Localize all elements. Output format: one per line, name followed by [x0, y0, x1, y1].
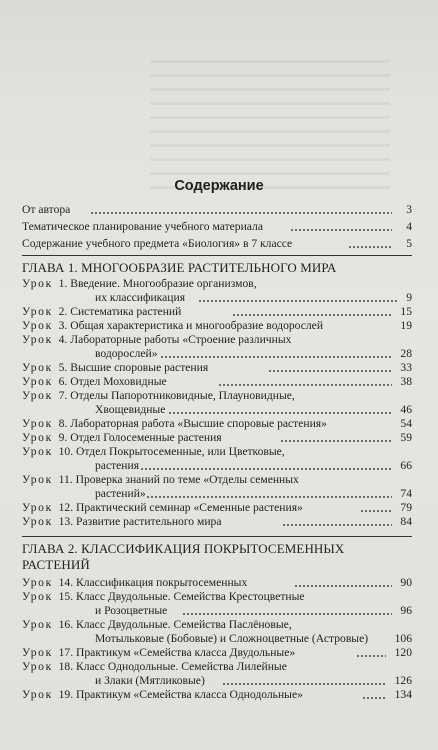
toc-entry-author-label: От автора — [22, 203, 71, 216]
leader-dots — [362, 697, 386, 699]
toc-lesson-14-page: 90 — [400, 576, 412, 589]
toc-lesson-7-line2: Хвощевидные — [95, 403, 166, 416]
toc-lesson-9-page: 59 — [400, 431, 412, 444]
leader-dots — [290, 229, 392, 231]
chapter-2-title-line1: ГЛАВА 2. КЛАССИФИКАЦИЯ ПОКРЫТОСЕМЕННЫХ — [22, 541, 345, 556]
section-divider — [22, 536, 412, 537]
bleed-through-text — [150, 60, 390, 190]
toc-lesson-12: Урок 12. Практический семинар «Семенные растения» — [22, 501, 303, 514]
leader-dots — [140, 468, 392, 470]
toc-lesson-8: Урок 8. Лабораторная работа «Высшие споровые растения» — [22, 417, 327, 430]
toc-entry-author-page: 3 — [406, 203, 412, 216]
toc-lesson-13-page: 84 — [400, 515, 412, 528]
chapter-2-title-line2: РАСТЕНИЙ — [22, 557, 90, 572]
toc-lesson-18-line2: и Злаки (Мятликовые) — [95, 674, 205, 687]
toc-lesson-10-line2: растения — [95, 459, 140, 472]
toc-lesson-15-line1: Урок 15. Класс Двудольные. Семейства Крестоцветные — [22, 590, 305, 603]
toc-lesson-11-page: 74 — [400, 487, 412, 500]
toc-lesson-10-page: 66 — [400, 459, 412, 472]
toc-lesson-4-page: 28 — [400, 347, 412, 360]
leader-dots — [356, 655, 386, 657]
toc-lesson-1-line2: их классификация — [95, 291, 186, 304]
leader-dots — [218, 384, 392, 386]
leader-dots — [90, 212, 392, 214]
toc-lesson-18-line1: Урок 18. Класс Однодольные. Семейства Лилейные — [22, 660, 287, 673]
leader-dots — [168, 412, 392, 414]
toc-entry-content-page: 5 — [406, 237, 412, 250]
toc-lesson-7-line1: Урок 7. Отделы Папоротниковидные, Плауновидные, — [22, 389, 295, 402]
toc-lesson-17-page: 120 — [394, 646, 412, 659]
toc-lesson-2-page: 15 — [400, 305, 412, 318]
toc-lesson-12-page: 79 — [400, 501, 412, 514]
toc-lesson-2: Урок 2. Систематика растений — [22, 305, 182, 318]
leader-dots — [146, 496, 392, 498]
toc-lesson-3-page: 19 — [400, 319, 412, 332]
toc-lesson-11-line1: Урок 11. Проверка знаний по теме «Отделы семенных — [22, 473, 299, 486]
toc-lesson-6: Урок 6. Отдел Моховидные — [22, 375, 167, 388]
toc-lesson-16-page: 106 — [394, 632, 412, 645]
toc-lesson-16-line1: Урок 16. Класс Двудольные. Семейства Паслёновые, — [22, 618, 292, 631]
toc-lesson-19: Урок 19. Практикум «Семейства класса Однодольные» — [22, 688, 303, 701]
toc-lesson-7-page: 46 — [400, 403, 412, 416]
toc-lesson-16-line2: Мотыльковые (Бобовые) и Сложноцветные (Астровые) — [95, 632, 369, 645]
toc-lesson-6-page: 38 — [400, 375, 412, 388]
toc-lesson-18-page: 126 — [394, 674, 412, 687]
toc-lesson-15-page: 96 — [400, 604, 412, 617]
leader-dots — [280, 440, 392, 442]
leader-dots — [182, 613, 392, 615]
leader-dots — [232, 314, 392, 316]
toc-lesson-1-line1: Урок 1. Введение. Многообразие организмов, — [22, 277, 257, 290]
toc-lesson-4-line1: Урок 4. Лабораторные работы «Строение различных — [22, 333, 292, 346]
leader-dots — [222, 683, 386, 685]
toc-lesson-5-page: 33 — [400, 361, 412, 374]
toc-lesson-15-line2: и Розоцветные — [95, 604, 168, 617]
toc-lesson-10-line1: Урок 10. Отдел Покрытосеменные, или Цветковые, — [22, 445, 285, 458]
toc-entry-content-label: Содержание учебного предмета «Биология» в 7 классе — [22, 237, 293, 250]
toc-lesson-3: Урок 3. Общая характеристика и многообразие водорослей — [22, 319, 324, 332]
toc-lesson-14: Урок 14. Классификация покрытосеменных — [22, 576, 248, 589]
leader-dots — [282, 524, 392, 526]
leader-dots — [268, 370, 392, 372]
toc-lesson-5: Урок 5. Высшие споровые растения — [22, 361, 209, 374]
toc-entry-planning-page: 4 — [406, 220, 412, 233]
toc-lesson-8-page: 54 — [400, 417, 412, 430]
toc-lesson-1-page: 9 — [406, 291, 412, 304]
section-divider — [22, 255, 412, 256]
toc-lesson-11-line2: растений» — [95, 487, 146, 500]
chapter-1-title: ГЛАВА 1. МНОГООБРАЗИЕ РАСТИТЕЛЬНОГО МИРА — [22, 260, 337, 275]
toc-lesson-17: Урок 17. Практикум «Семейства класса Двудольные» — [22, 646, 296, 659]
leader-dots — [198, 300, 398, 302]
leader-dots — [160, 356, 392, 358]
toc-lesson-19-page: 134 — [394, 688, 412, 701]
toc-lesson-9: Урок 9. Отдел Голосеменные растения — [22, 431, 222, 444]
page-title: Содержание — [174, 178, 264, 194]
toc-lesson-4-line2: водорослей» — [95, 347, 158, 360]
leader-dots — [294, 585, 392, 587]
toc-lesson-13: Урок 13. Развитие растительного мира — [22, 515, 222, 528]
toc-entry-planning-label: Тематическое планирование учебного материала — [22, 220, 263, 233]
